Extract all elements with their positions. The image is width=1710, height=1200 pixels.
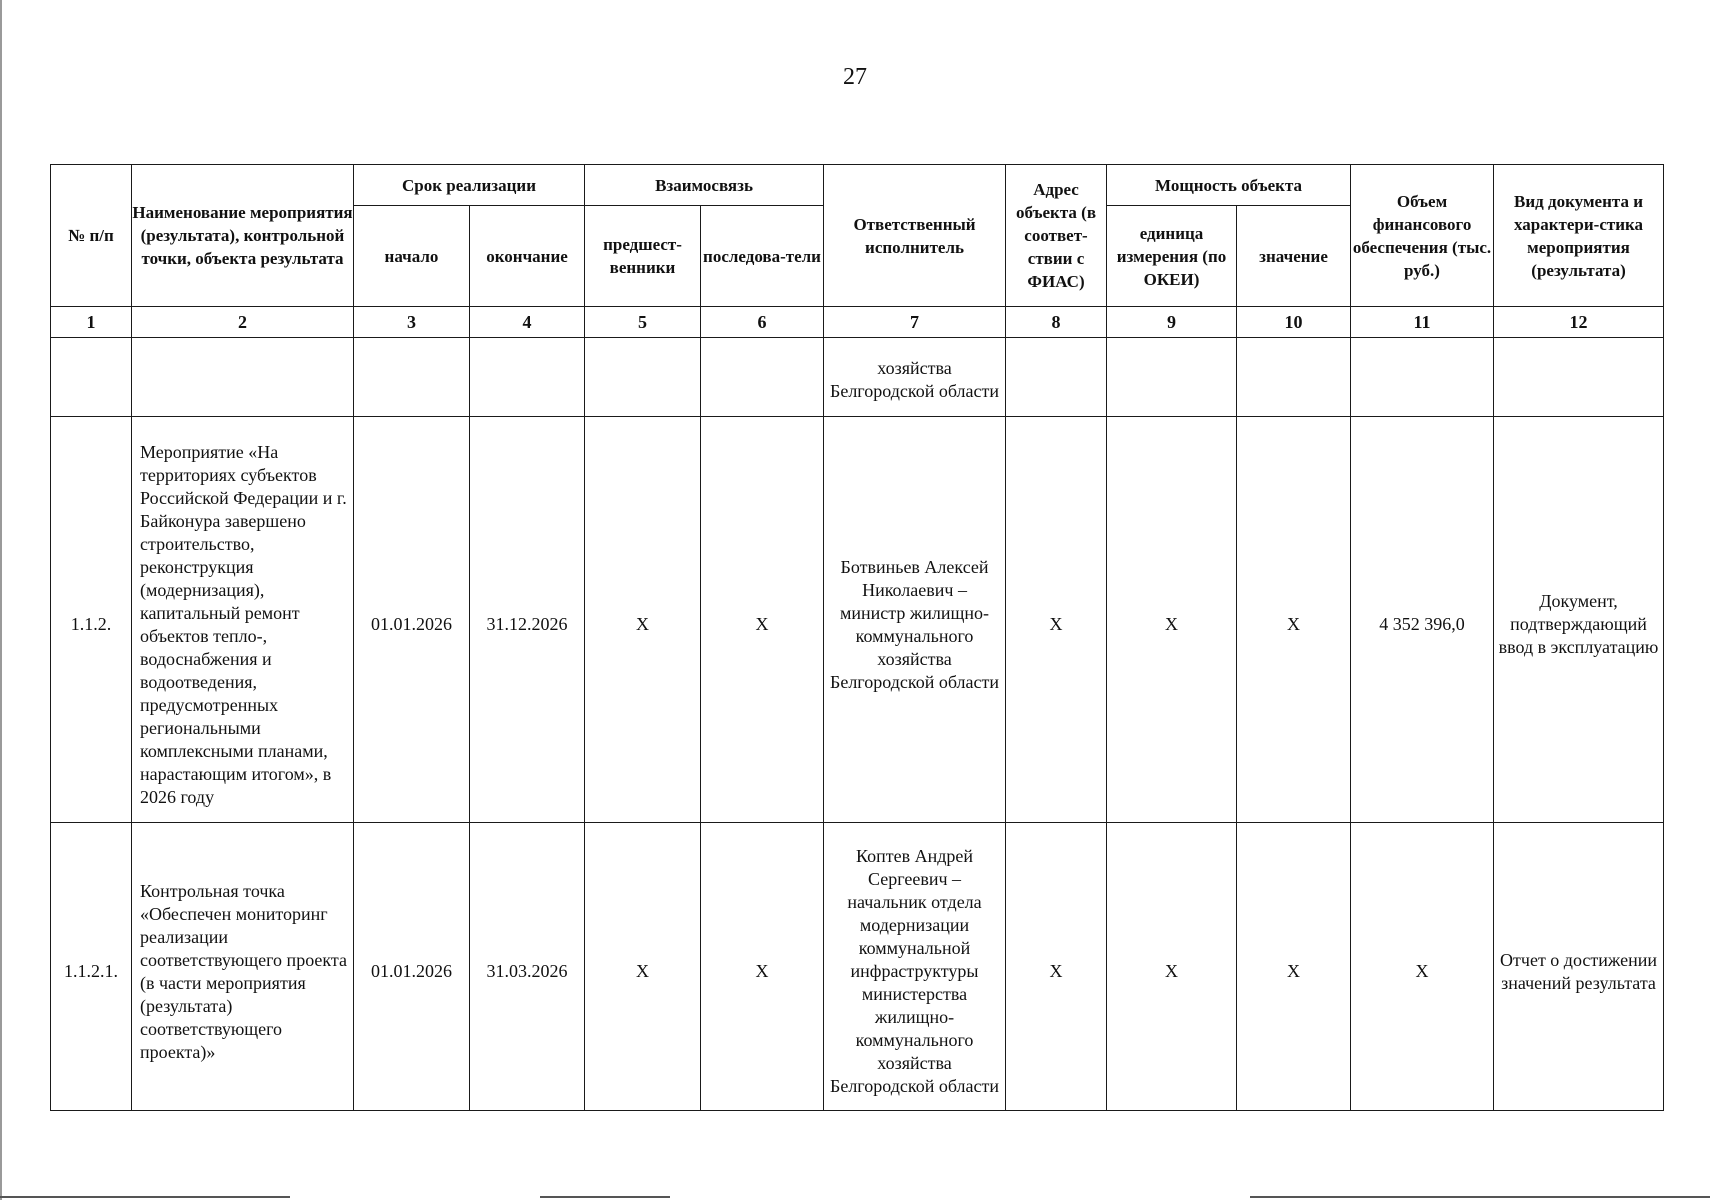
cell-address [1006,417,1107,823]
row-successors: X [755,614,769,634]
row-name: Мероприятие «На территориях субъектов Российской Федерации и г. Байконура завершено строительство, реконструкция (модернизация), капитальный ремонт объектов тепло-, водоснабжения и водоотведения, предусмотренных региональными комплексными планами, нарастающим итогом», в 2026 году [140,441,347,807]
row-doc-type: Отчет о достижении значений результата [1500,949,1657,993]
scan-artifact [1250,1196,1710,1198]
row-executor: Ботвиньев Алексей Николаевич – министр жилищно-коммунального хозяйства Белгородской области [830,556,1000,692]
cell-executor [824,823,1006,1111]
row-value: X [1287,961,1301,981]
header-group-term: Срок реализации [354,165,585,206]
cell-empty [354,338,470,417]
row-successors: X [755,961,769,981]
column-number: 1 [51,307,132,338]
table-row-continuation [51,338,1664,417]
row-number: 1.1.2.1. [64,961,118,981]
cell-predecessors [585,823,701,1111]
row-address: X [1049,614,1063,634]
header-col-5: предшест-венники [585,206,701,307]
header-group-link: Взаимосвязь [585,165,824,206]
cell-value [1237,417,1351,823]
row-end-date: 31.12.2026 [486,614,568,634]
executor-text: хозяйства Белгородской области [830,358,1000,401]
cell-empty [1494,338,1664,417]
column-number: 2 [132,307,354,338]
header-col-9: единица измерения (по ОКЕИ) [1107,206,1237,307]
column-number: 9 [1107,307,1237,338]
cell-unit [1107,823,1237,1111]
cell-start [354,417,470,823]
row-address: X [1049,961,1063,981]
cell-finance [1351,417,1494,823]
plan-table [50,164,1664,1111]
column-number: 6 [701,307,824,338]
header-col-4: окончание [470,206,585,307]
cell-name [132,823,354,1111]
cell-value [1237,823,1351,1111]
cell-start [354,823,470,1111]
cell-empty [585,338,701,417]
column-number: 5 [585,307,701,338]
header-col-7: Ответственный исполнитель [824,165,1006,307]
cell-executor [824,417,1006,823]
header-col-2: Наименование мероприятия (результата), контрольной точки, объекта результата [132,165,354,307]
cell-executor [824,338,1006,417]
scan-artifact [0,1196,290,1198]
row-name: Контрольная точка «Обеспечен мониторинг реализации соответствующего проекта (в части мероприятия (результата) соответствующего проекта)» [140,880,347,1062]
cell-predecessors [585,417,701,823]
scan-edge [0,0,2,1200]
column-number: 12 [1494,307,1664,338]
cell-unit [1107,417,1237,823]
row-doc-type: Документ, подтверждающий ввод в эксплуатацию [1498,591,1659,657]
row-unit: X [1165,961,1179,981]
row-number: 1.1.2. [70,614,112,634]
table-row [51,417,1664,823]
cell-doc-type [1494,417,1664,823]
header-col-6: последова-тели [701,206,824,307]
row-start-date: 01.01.2026 [371,614,452,634]
row-executor: Коптев Андрей Сергеевич – начальник отдела модернизации коммунальной инфраструктуры министерства жилищно-коммунального хозяйства Белгородской области [830,846,1000,1096]
column-number: 10 [1237,307,1351,338]
header-group-capacity: Мощность объекта [1107,165,1351,206]
row-unit: X [1165,614,1179,634]
row-start-date: 01.01.2026 [371,961,452,981]
cell-empty [51,338,132,417]
cell-empty [132,338,354,417]
header-col-11: Объем финансового обеспечения (тыс. руб.) [1351,165,1494,307]
header-col-12: Вид документа и характери-стика мероприятия (результата) [1494,165,1664,307]
cell-end [470,417,585,823]
cell-successors [701,417,824,823]
cell-address [1006,823,1107,1111]
row-value: X [1287,614,1301,634]
header-col-3: начало [354,206,470,307]
header-col-10: значение [1237,206,1351,307]
cell-num [51,823,132,1111]
cell-empty [1006,338,1107,417]
page-number: 27 [843,64,867,90]
cell-end [470,823,585,1111]
column-number: 3 [354,307,470,338]
column-number: 7 [824,307,1006,338]
row-predecessors: X [636,614,650,634]
cell-name [132,417,354,823]
cell-empty [470,338,585,417]
cell-finance [1351,823,1494,1111]
column-number: 8 [1006,307,1107,338]
row-finance: 4 352 396,0 [1379,614,1465,634]
cell-num [51,417,132,823]
header-col-1: № п/п [51,165,132,307]
row-finance: X [1415,961,1429,981]
scan-artifact [540,1196,670,1198]
row-end-date: 31.03.2026 [486,961,568,981]
cell-successors [701,823,824,1111]
cell-empty [1107,338,1237,417]
column-number: 4 [470,307,585,338]
table-row [51,823,1664,1111]
cell-empty [1237,338,1351,417]
row-predecessors: X [636,961,650,981]
cell-doc-type [1494,823,1664,1111]
cell-empty [1351,338,1494,417]
header-col-8: Адрес объекта (в соответ-ствии с ФИАС) [1006,165,1107,307]
column-number: 11 [1351,307,1494,338]
cell-empty [701,338,824,417]
